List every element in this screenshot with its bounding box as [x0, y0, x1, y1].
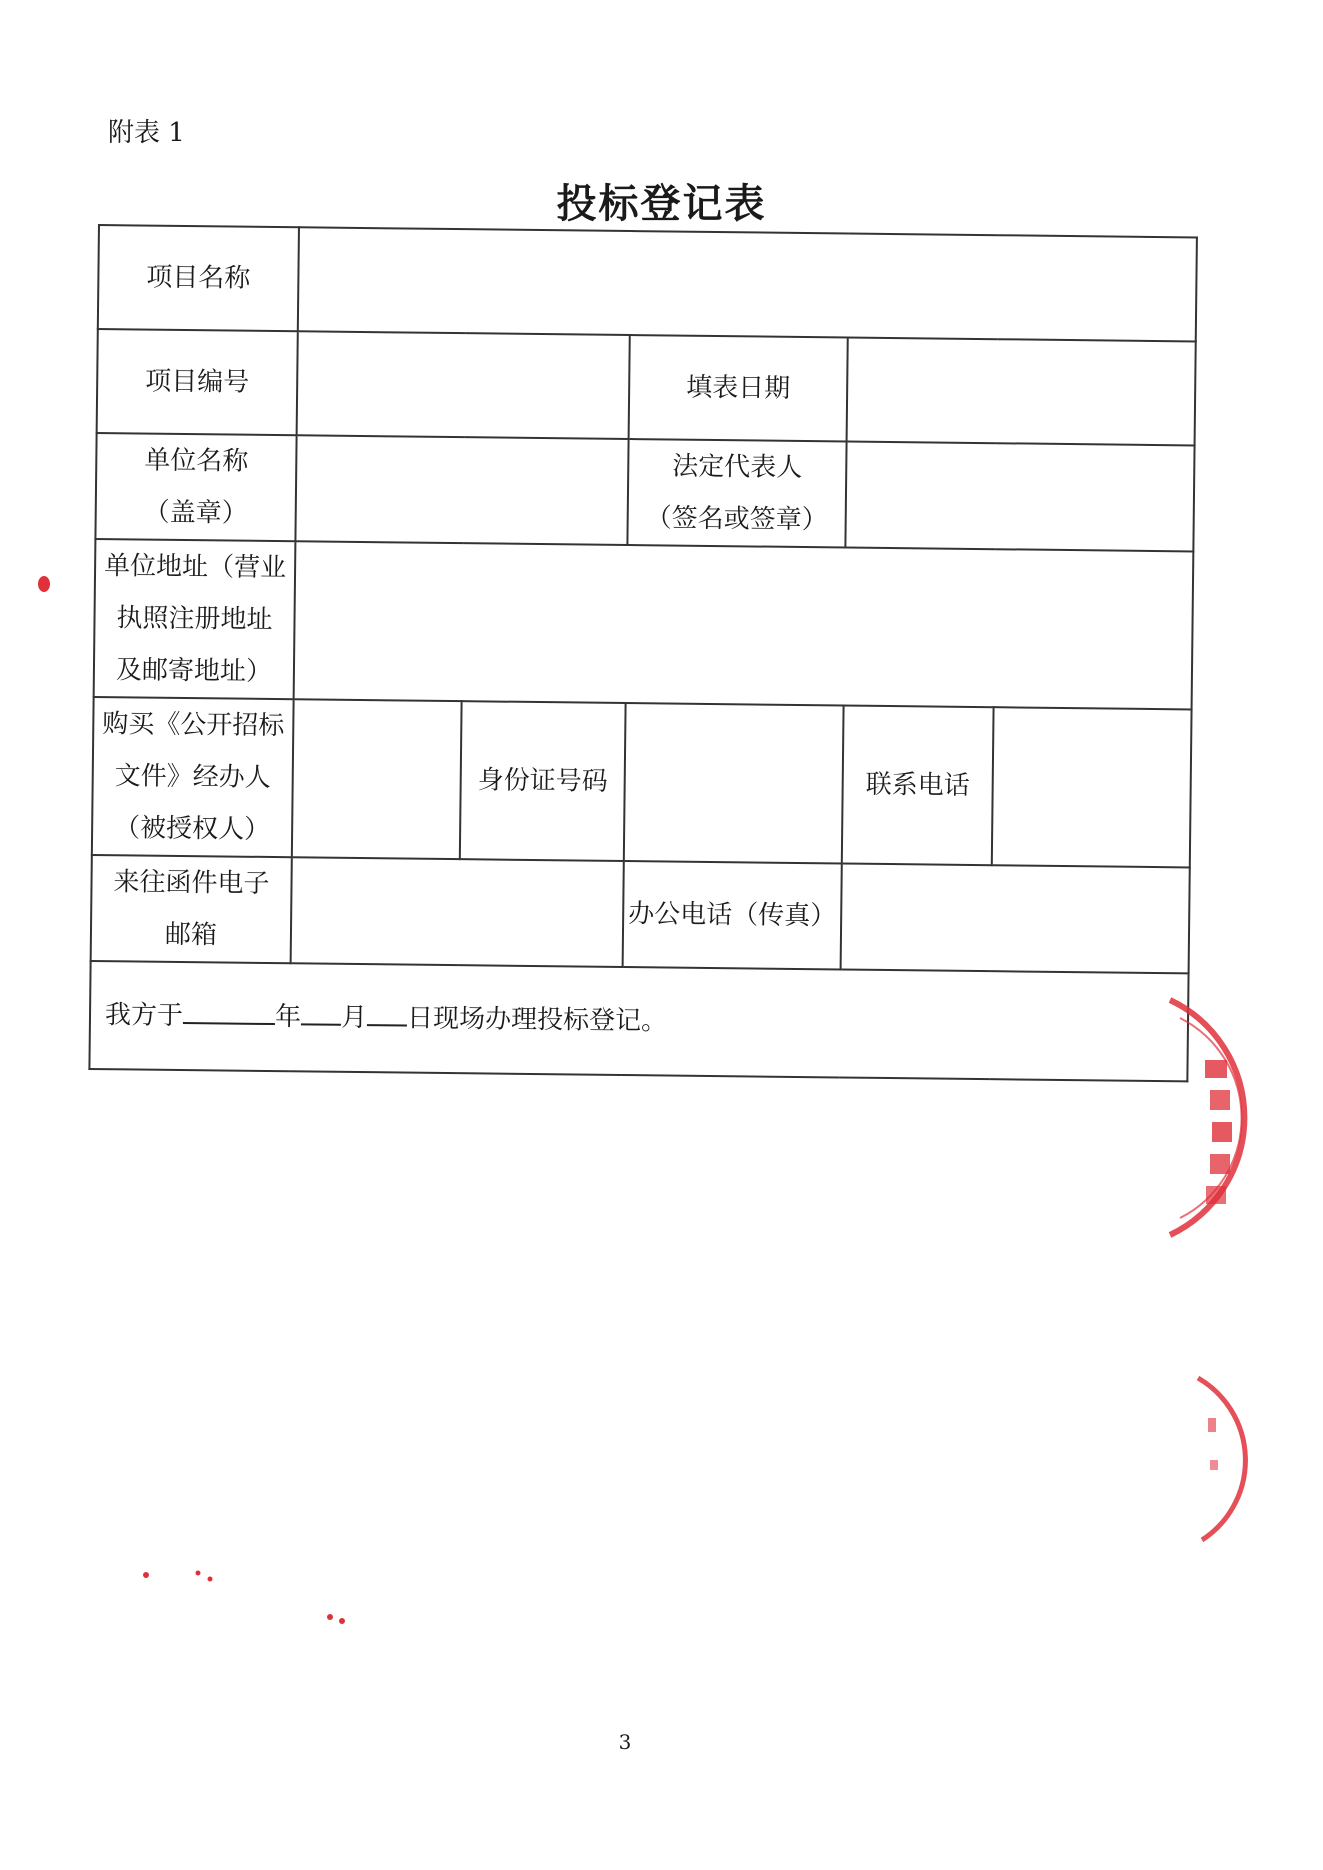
contact-phone-field[interactable] — [992, 707, 1192, 867]
buyer-label-line1: 购买《公开招标 — [102, 709, 285, 742]
registration-statement — [89, 961, 1188, 1081]
company-name-label-line1: 单位名称 — [144, 445, 249, 477]
month-blank[interactable] — [301, 1001, 341, 1025]
address-label-line3: 及邮寄地址） — [115, 655, 273, 688]
buyer-label-line2: 文件》经办人 — [114, 761, 271, 793]
legal-rep-label — [627, 439, 846, 547]
company-seal-fragment-lower — [1180, 1370, 1260, 1550]
email-field[interactable] — [291, 857, 624, 967]
ink-mark — [30, 570, 60, 600]
address-label-line1: 单位地址（营业 — [103, 551, 287, 584]
buyer-label — [92, 697, 294, 857]
page-number: 3 — [618, 1730, 632, 1754]
fill-date-label: 填表日期 — [629, 335, 848, 441]
legal-rep-field[interactable] — [845, 442, 1194, 552]
project-name-field[interactable] — [298, 227, 1197, 341]
office-phone-field[interactable] — [841, 863, 1190, 973]
id-number-field[interactable] — [624, 703, 844, 863]
company-name-field[interactable] — [295, 435, 628, 545]
email-label — [91, 855, 292, 963]
project-name-label: 项目名称 — [98, 225, 299, 331]
day-blank[interactable] — [367, 1002, 407, 1026]
buyer-label-line3: （被授权人） — [113, 813, 271, 845]
fill-date-field[interactable] — [847, 338, 1196, 446]
legal-rep-label-line2: （签名或签章） — [645, 503, 828, 536]
address-label-line2: 执照注册地址 — [116, 603, 273, 636]
year-blank[interactable] — [183, 1000, 275, 1025]
month-label: 月 — [340, 1002, 368, 1034]
legal-rep-label-line1: 法定代表人 — [672, 451, 803, 484]
statement-prefix: 我方于 — [104, 1000, 184, 1032]
address-label — [94, 539, 296, 699]
appendix-label: 附表 1 — [108, 118, 185, 148]
statement-suffix: 日现场办理投标登记。 — [406, 1003, 668, 1037]
project-number-label: 项目编号 — [97, 329, 298, 435]
year-label: 年 — [274, 1002, 302, 1033]
document-title: 投标登记表 — [556, 180, 767, 227]
email-label-line1: 来往函件电子 — [113, 867, 270, 899]
buyer-name-field[interactable] — [292, 699, 462, 859]
address-field[interactable] — [294, 541, 1194, 709]
registration-form — [88, 224, 1196, 1094]
company-name-label-line2: （盖章） — [143, 497, 248, 529]
company-name-label — [95, 433, 296, 541]
company-seal-fragment-upper — [1150, 990, 1270, 1250]
office-phone-label: 办公电话（传真） — [623, 861, 842, 969]
ink-speckles — [130, 1555, 370, 1635]
contact-phone-label: 联系电话 — [842, 705, 994, 865]
id-number-label: 身份证号码 — [460, 701, 626, 861]
project-number-field[interactable] — [297, 331, 630, 439]
email-label-line2: 邮箱 — [164, 919, 218, 951]
